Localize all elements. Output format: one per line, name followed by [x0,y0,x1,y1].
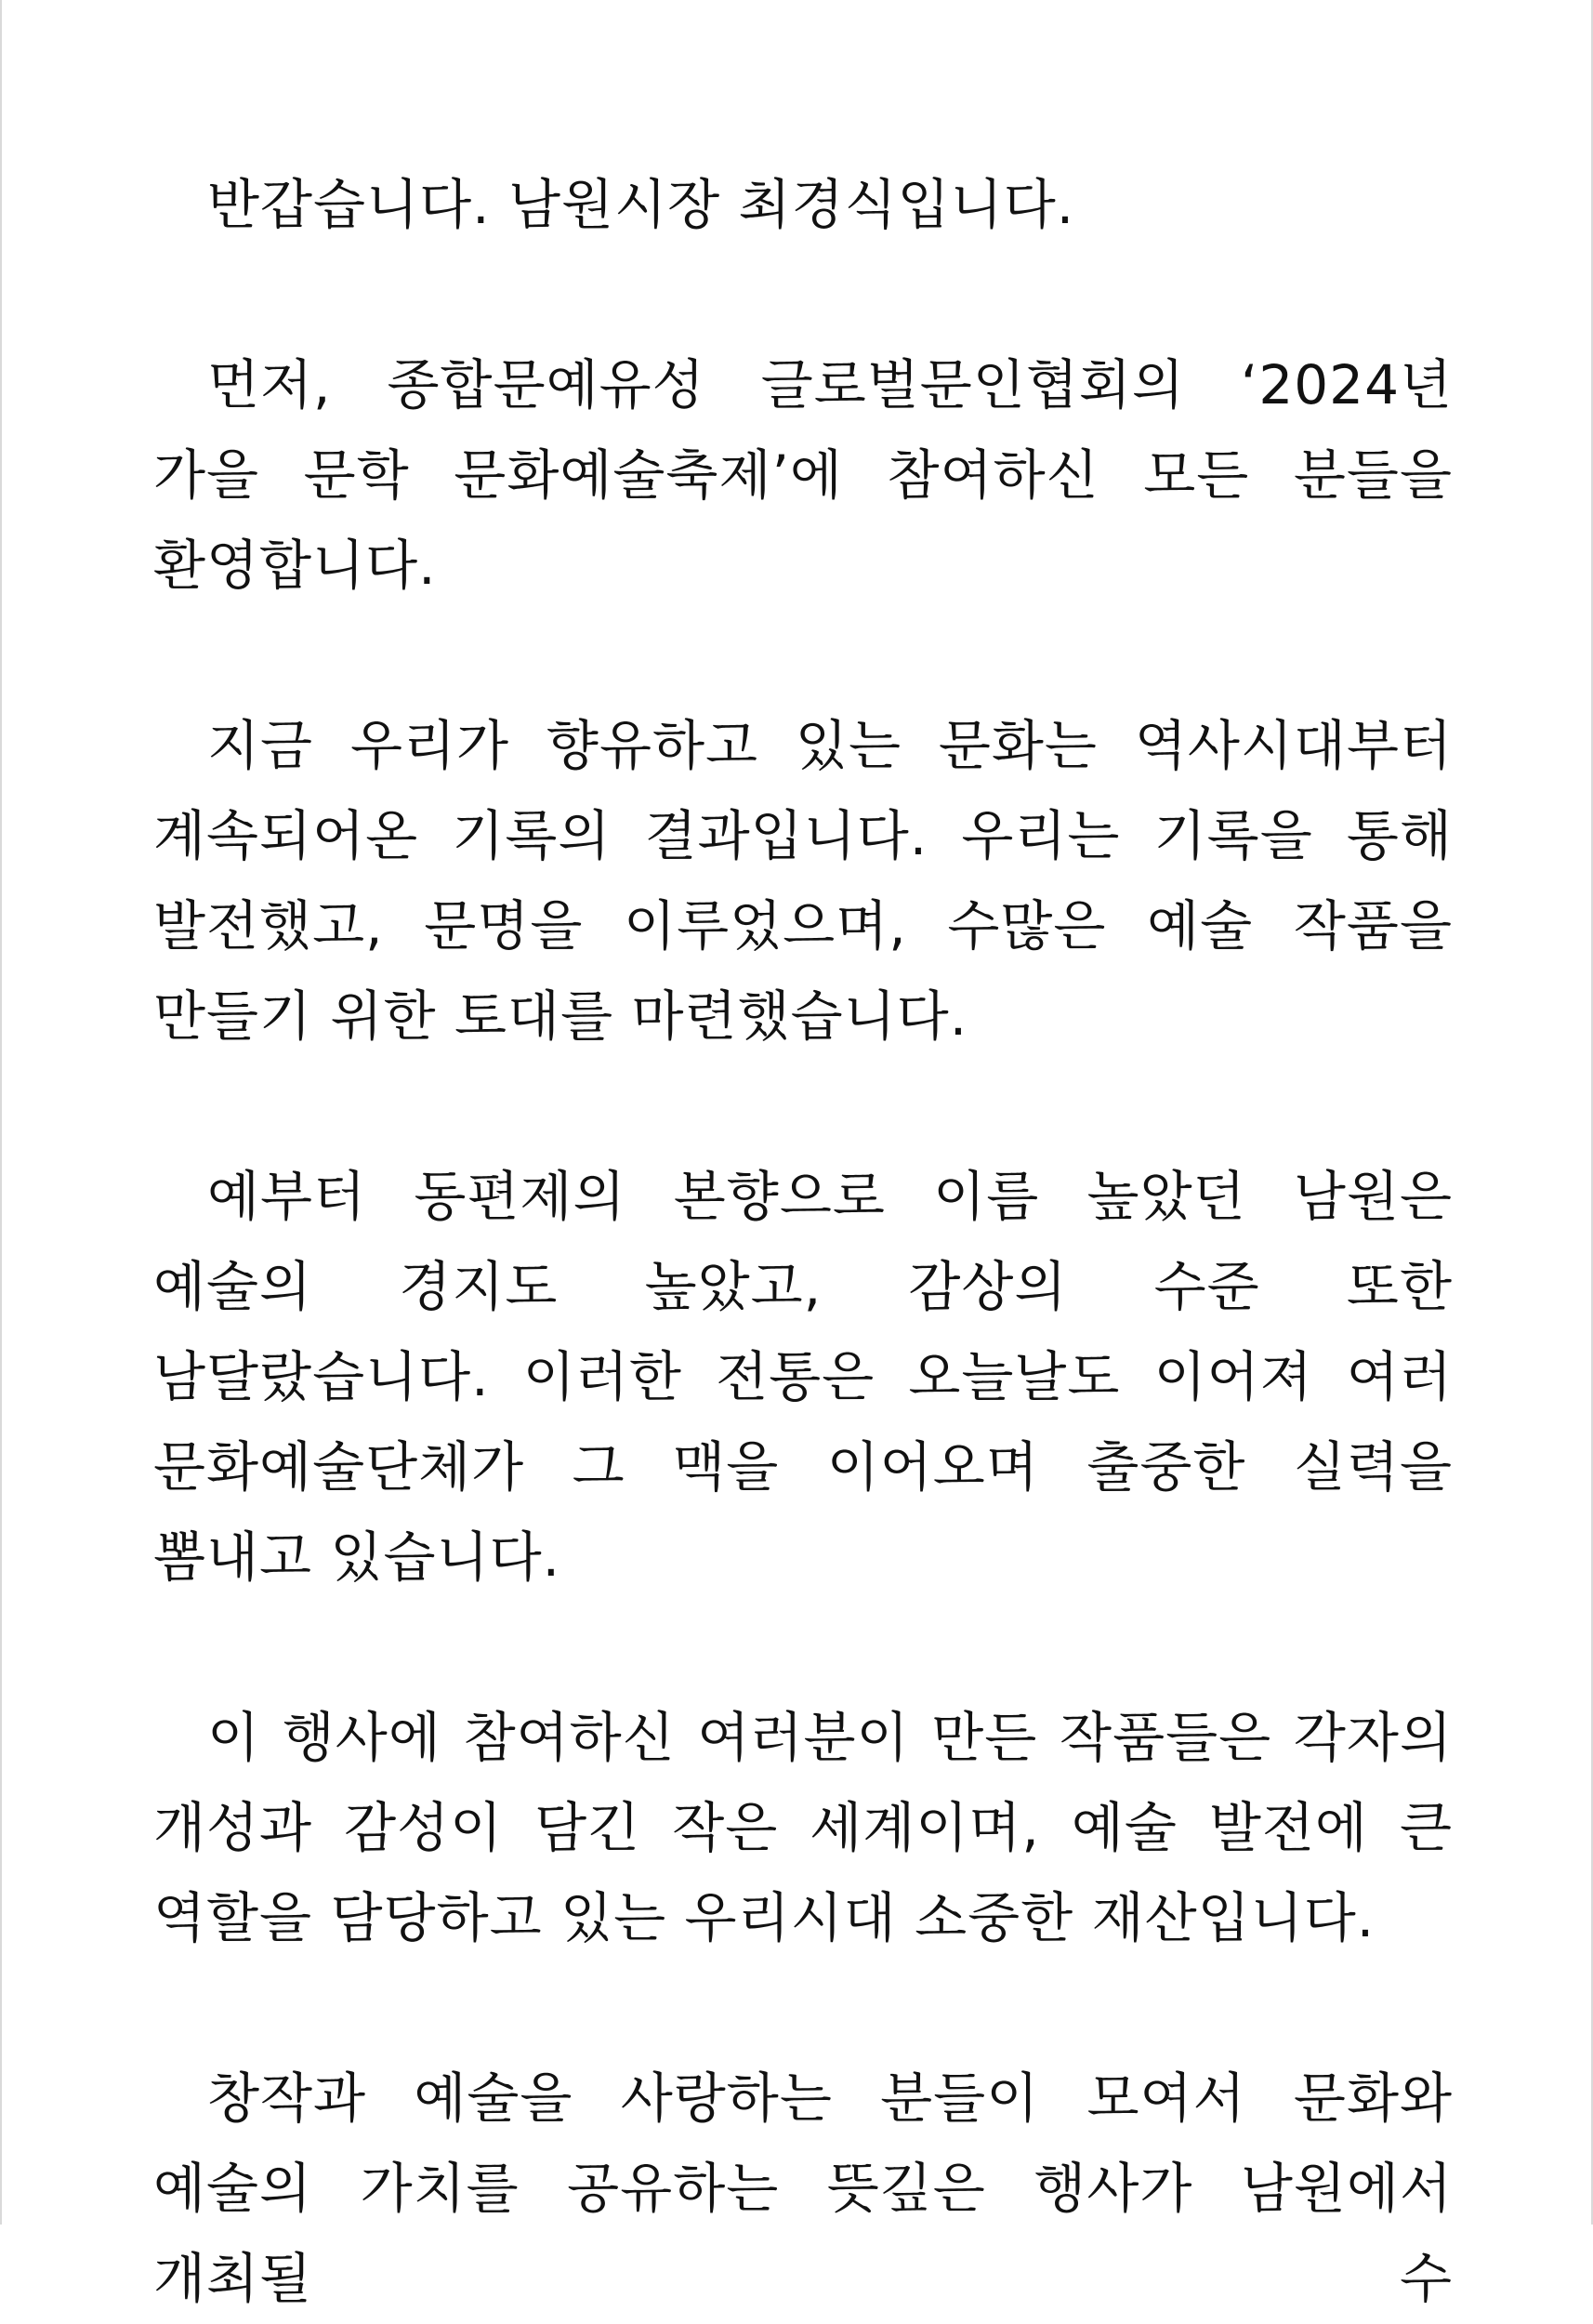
paragraph-greeting: 반갑습니다. 남원시장 최경식입니다. [207,173,1075,236]
paragraph-event: 창작과 예술을 사랑하는 분들이 모여서 문화와 예술의 가치를 공유하는 뜻깊은 행사가 남원에서 개최될 수 [153,2067,1453,2310]
paragraph-namwon-tradition: 예부터 동편제의 본향으로 이름 높았던 남원은 예술의 경지도 높았고, 감상의 수준 또한 남달랐습니다. 이러한 전통은 오늘날도 이어져 여러 문화예술단체가 그 맥을 이어오며 출중한 실력을 뽐내고 있습니다. [153,1165,1453,1589]
paragraph-culture-records: 지금 우리가 향유하고 있는 문화는 역사시대부터 계속되어온 기록의 결과입니다. 우리는 기록을 통해 발전했고, 문명을 이루었으며, 수많은 예술 작품을 만들기 위한 토대를 마련했습니다. [153,714,1453,1048]
paragraph-welcome: 먼저, 종합문예유성 글로벌문인협회의 ‘2024년 가을 문학 문화예술축제’에 참여하신 모든 분들을 환영합니다. [153,353,1453,597]
document-body [153,160,1453,2324]
paragraph-works: 이 행사에 참여하신 여러분이 만든 작품들은 각자의 개성과 감성이 담긴 작은 세계이며, 예술 발전에 큰 역할을 담당하고 있는 우리시대 소중한 재산입니다. [153,1706,1453,1949]
